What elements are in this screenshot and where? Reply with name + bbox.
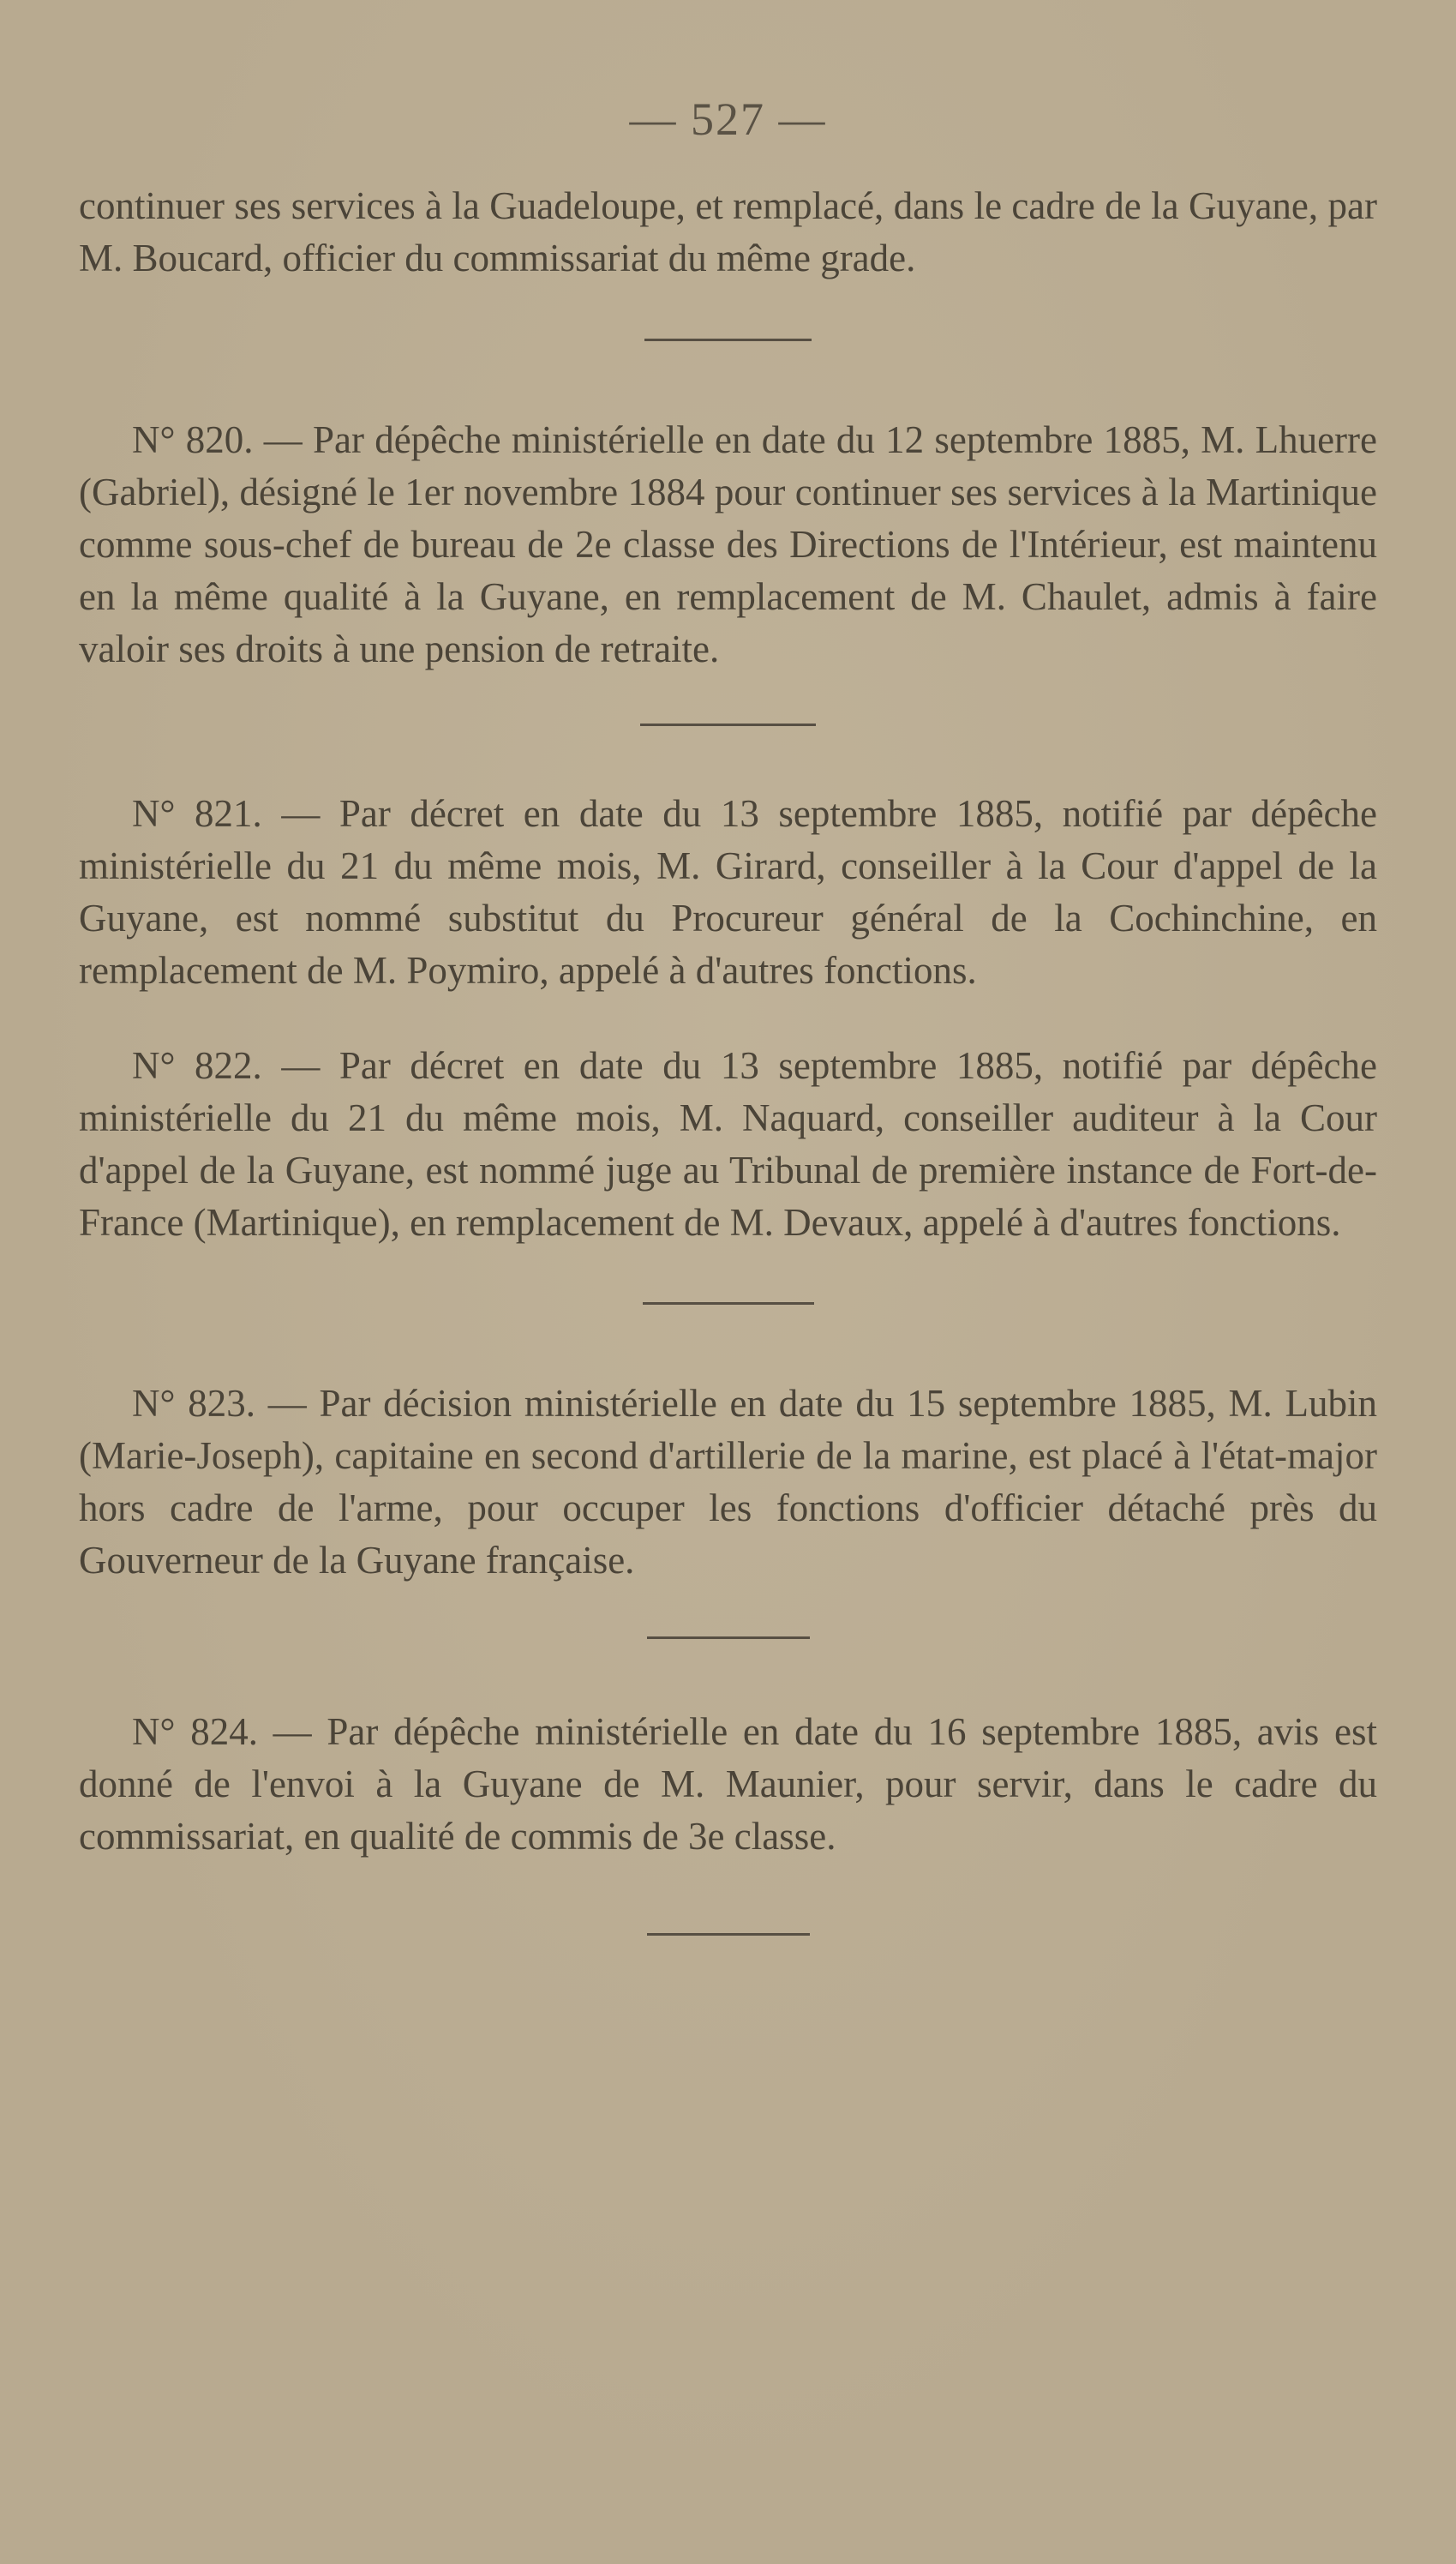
paragraph-entry-820: N° 820. — Par dépêche ministérielle en date du 12 septembre 1885, M. Lhuerre (Gabriel), désigné le 1er novembre 1884 pour continuer ses services à la Martinique comme sous-chef de bureau de 2e classe des Directions de l'Intérieur, est maintenu en la même qualité à la Guyane, en remplacement de M. Chaulet, admis à faire valoir ses droits à une pension de retraite. <box>79 418 1377 670</box>
paragraph-entry-822: N° 822. — Par décret en date du 13 septembre 1885, notifié par dépêche ministérielle du 21 du même mois, M. Naquard, conseiller auditeur à la Cour d'appel de la Guyane, est nommé juge au Tribunal de première instance de Fort-de-France (Martinique), en remplacement de M. Devaux, appelé à d'autres fonctions. <box>79 1044 1377 1244</box>
paragraph-continuation: continuer ses services à la Guadeloupe, et remplacé, dans le cadre de la Guyane, par M. Boucard, officier du commissariat du même grade. <box>79 184 1377 279</box>
paragraph-entry-823: N° 823. — Par décision ministérielle en date du 15 septembre 1885, M. Lubin (Marie-Joseph), capitaine en second d'artillerie de la marine, est placé à l'état-major hors cadre de l'arme, pour occuper les fonctions d'officier détaché près du Gouverneur de la Guyane française. <box>79 1382 1377 1582</box>
paragraph-entry-821: N° 821. — Par décret en date du 13 septembre 1885, notifié par dépêche ministérielle du 21 du même mois, M. Girard, conseiller à la Cour d'appel de la Guyane, est nommé substitut du Procureur général de la Cochinchine, en remplacement de M. Poymiro, appelé à d'autres fonctions. <box>79 792 1377 992</box>
separator-rule <box>647 1933 810 1936</box>
page-content <box>79 180 1377 1936</box>
paragraph-entry-824: N° 824. — Par dépêche ministérielle en date du 16 septembre 1885, avis est donné de l'envoi à la Guyane de M. Maunier, pour servir, dans le cadre du commissariat, en qualité de commis de 3e classe. <box>79 1710 1377 1858</box>
page-number: — 527 — <box>629 93 827 145</box>
